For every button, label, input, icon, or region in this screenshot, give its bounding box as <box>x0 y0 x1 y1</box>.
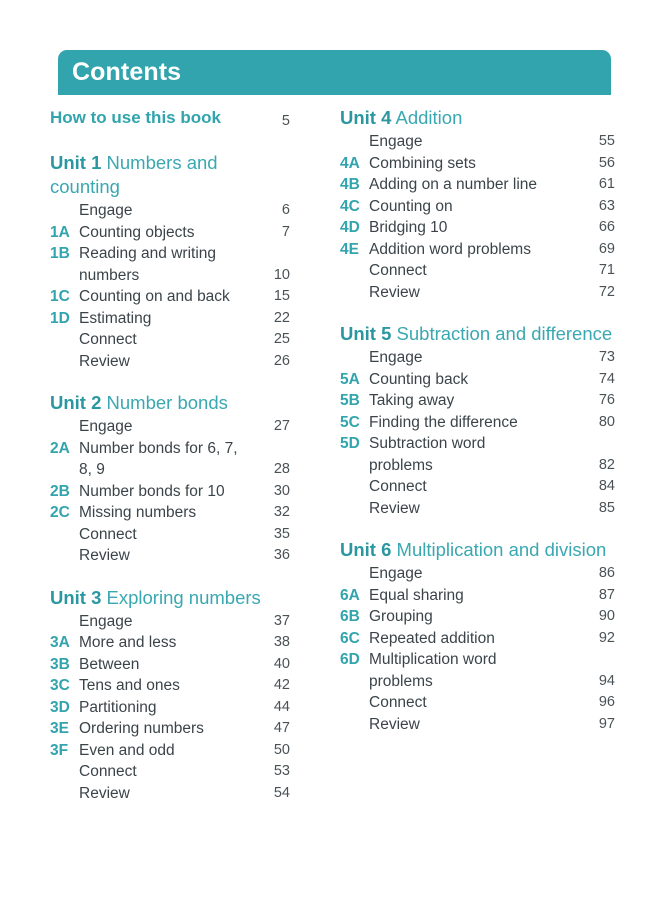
toc-entry-code: 4B <box>340 176 360 193</box>
unit-number-label: Unit 3 <box>50 586 102 608</box>
toc-entry-page-number: 69 <box>598 240 615 257</box>
toc-entry-code: 3C <box>50 677 70 694</box>
toc-entry-page-number: 47 <box>273 720 290 736</box>
unit-heading[interactable] <box>340 538 615 562</box>
toc-entry[interactable] <box>50 308 290 330</box>
toc-entry-label: Review <box>79 352 130 370</box>
toc-entry-code: 2A <box>50 439 70 457</box>
toc-entry-label: Even and odd <box>79 741 175 759</box>
toc-entry-page-number: 92 <box>598 629 615 646</box>
toc-entry-code: 3A <box>50 634 70 651</box>
toc-entry-label: Engage <box>369 349 423 366</box>
toc-entry-label: Counting back <box>369 370 469 388</box>
toc-entry-label: Engage <box>79 612 133 630</box>
left-units-container <box>50 151 290 804</box>
toc-entry-label: Counting on and back <box>79 288 230 305</box>
toc-entry-code: 6A <box>340 586 360 604</box>
unit-heading[interactable] <box>340 322 615 346</box>
toc-entry-page-number: 55 <box>598 133 615 149</box>
unit-number-label: Unit 5 <box>340 323 392 344</box>
toc-entry-label: More and less <box>79 634 177 651</box>
toc-entry[interactable] <box>340 196 615 218</box>
unit-title-label: Number bonds <box>101 392 228 413</box>
toc-entry-page-number: 7 <box>281 223 290 240</box>
toc-entry-page-number: 56 <box>598 154 615 171</box>
unit-number-label: Unit 2 <box>50 392 102 413</box>
toc-entry-label: Between <box>79 655 140 673</box>
toc-entry[interactable] <box>340 606 615 628</box>
unit-title-label: Exploring numbers <box>101 586 261 608</box>
toc-entry-page-number: 42 <box>273 677 290 693</box>
toc-entry-label: Counting on <box>369 197 453 215</box>
toc-entry-page-number: 50 <box>273 741 290 758</box>
toc-entry[interactable] <box>50 740 290 762</box>
toc-entry-label: Ordering numbers <box>79 720 204 737</box>
toc-entry[interactable] <box>340 369 615 391</box>
toc-entry[interactable] <box>340 563 615 585</box>
toc-entry-page-number: 82 <box>598 456 615 473</box>
toc-entry-label: How to use this book <box>50 108 221 127</box>
toc-entry-label: Adding on a number line <box>369 176 538 193</box>
toc-entry-page-number: 72 <box>598 283 615 300</box>
toc-entry-label: Equal sharing <box>369 586 464 604</box>
toc-entry-label: Engage <box>369 565 423 582</box>
unit-title-label: Subtraction and difference <box>391 323 613 344</box>
toc-entry-label: Review <box>369 283 420 301</box>
toc-entry-page-number: 27 <box>273 418 290 434</box>
toc-entry-label: Addition word problems <box>369 240 531 258</box>
toc-entry-page-number: 38 <box>273 634 290 650</box>
unit-title-label: Numbers and counting <box>50 152 218 197</box>
toc-entry[interactable] <box>340 692 615 714</box>
toc-entry-code: 1A <box>50 223 70 241</box>
toc-entry-code: 1C <box>50 288 70 305</box>
toc-entry[interactable] <box>50 632 290 654</box>
toc-entry-page-number: 90 <box>598 608 615 624</box>
toc-entry-label: Tens and ones <box>79 677 180 694</box>
toc-entry[interactable] <box>50 761 290 783</box>
toc-entry[interactable] <box>340 714 615 736</box>
toc-entry[interactable] <box>50 438 290 460</box>
toc-entry[interactable] <box>50 718 290 740</box>
toc-entry-label: Partitioning <box>79 698 157 716</box>
toc-entry[interactable] <box>340 498 615 520</box>
toc-entry-page-number: 74 <box>598 370 615 387</box>
toc-entry-label: problems <box>369 672 433 690</box>
toc-entry-label: Connect <box>79 331 137 348</box>
toc-entry[interactable] <box>50 222 290 244</box>
toc-entry-page-number: 71 <box>598 262 615 278</box>
contents-column-left <box>0 106 290 804</box>
unit-heading[interactable] <box>50 151 290 199</box>
toc-entry-label: Engage <box>79 418 133 435</box>
toc-entry-page-number: 53 <box>273 763 290 779</box>
toc-entry[interactable] <box>50 502 290 524</box>
toc-entry[interactable] <box>340 153 615 175</box>
toc-entry-label: Engage <box>369 133 423 150</box>
toc-entry-page-number: 73 <box>598 349 615 365</box>
right-units-container <box>340 106 615 735</box>
unit-title-label: Addition <box>391 107 463 128</box>
toc-entry-page-number: 86 <box>598 565 615 581</box>
toc-entry-code: 5B <box>340 392 360 409</box>
toc-entry-label: Connect <box>79 763 137 780</box>
toc-entry[interactable] <box>340 649 615 671</box>
toc-entry-continuation <box>340 671 615 693</box>
toc-entry-label: Review <box>79 547 130 564</box>
toc-entry-page-number: 76 <box>598 392 615 408</box>
page-title: Contents <box>72 58 182 86</box>
toc-entry-page-number: 30 <box>273 482 290 499</box>
toc-entry-page-number: 44 <box>273 698 290 715</box>
toc-entry-label: Combining sets <box>369 154 476 172</box>
unit-title-label: Multiplication and division <box>391 539 607 560</box>
toc-entry[interactable] <box>340 217 615 239</box>
toc-entry-page-number: 96 <box>598 694 615 710</box>
toc-entry-code: 5D <box>340 435 360 452</box>
toc-entry-page-number: 22 <box>273 309 290 326</box>
toc-entry-label: Review <box>369 715 420 733</box>
toc-entry-label: Multiplication word <box>369 651 497 668</box>
unit-number-label: Unit 6 <box>340 539 392 560</box>
toc-entry[interactable] <box>340 260 615 282</box>
toc-entry-page-number: 54 <box>273 784 290 801</box>
toc-entry-label: Connect <box>79 525 137 543</box>
toc-entry-page-number: 94 <box>598 672 615 689</box>
toc-entry-page-number: 63 <box>598 197 615 214</box>
toc-entry-label: Review <box>369 499 420 517</box>
toc-entry[interactable] <box>50 545 290 567</box>
toc-entry[interactable] <box>340 174 615 196</box>
toc-entry-page-number: 61 <box>598 176 615 192</box>
toc-entry[interactable] <box>50 329 290 351</box>
toc-entry-label: problems <box>369 456 433 474</box>
unit-block <box>340 538 615 735</box>
unit-number-label: Unit 4 <box>340 107 392 128</box>
toc-entry-page-number: 85 <box>598 499 615 516</box>
toc-entry-page-number: 10 <box>273 266 290 283</box>
toc-entry-code: 6B <box>340 608 360 625</box>
toc-entry[interactable] <box>50 286 290 308</box>
toc-entry[interactable] <box>340 131 615 153</box>
contents-columns <box>0 106 660 804</box>
unit-heading[interactable] <box>50 391 290 415</box>
toc-entry-code: 4A <box>340 154 360 172</box>
unit-heading[interactable] <box>340 106 615 130</box>
toc-entry-code: 4D <box>340 219 360 236</box>
toc-entry-label: Subtraction word <box>369 435 486 452</box>
unit-block <box>50 586 290 805</box>
toc-entry-page-number: 5 <box>281 113 290 129</box>
toc-entry-page-number: 26 <box>273 352 290 369</box>
toc-entry-label: 8, 9 <box>79 461 105 478</box>
toc-entry[interactable] <box>50 524 290 546</box>
toc-entry[interactable] <box>50 675 290 697</box>
toc-entry[interactable] <box>50 697 290 719</box>
toc-entry-page-number: 66 <box>598 219 615 235</box>
toc-entry-code: 2B <box>50 482 70 500</box>
toc-entry-label: numbers <box>79 266 140 284</box>
toc-entry-label: Connect <box>369 262 427 279</box>
toc-entry[interactable] <box>340 412 615 434</box>
toc-entry-page-number: 87 <box>598 586 615 603</box>
toc-entry-code: 1D <box>50 309 70 327</box>
toc-entry-page-number: 97 <box>598 715 615 732</box>
toc-entry-code: 3B <box>50 655 70 673</box>
toc-entry-code: 3E <box>50 720 69 737</box>
toc-entry[interactable] <box>50 783 290 805</box>
toc-entry-continuation <box>50 459 290 481</box>
toc-entry[interactable] <box>50 243 290 265</box>
toc-entry-page-number: 35 <box>273 525 290 542</box>
toc-entry-page-number: 32 <box>273 504 290 520</box>
toc-entry-how-to-use-this-book[interactable] <box>50 106 290 133</box>
toc-entry-code: 4C <box>340 197 360 215</box>
unit-number-label: Unit 1 <box>50 152 102 173</box>
toc-entry-label: Number bonds for 6, 7, <box>79 439 238 457</box>
toc-entry[interactable] <box>50 351 290 373</box>
toc-entry-page-number: 25 <box>273 331 290 347</box>
unit-block <box>340 322 615 519</box>
toc-entry[interactable] <box>340 476 615 498</box>
toc-entry[interactable] <box>340 585 615 607</box>
toc-entry[interactable] <box>340 628 615 650</box>
unit-block <box>50 391 290 567</box>
unit-block <box>50 151 290 372</box>
toc-entry[interactable] <box>340 390 615 412</box>
toc-entry-code: 3F <box>50 741 69 759</box>
toc-entry[interactable] <box>50 611 290 633</box>
toc-entry-page-number: 28 <box>273 461 290 477</box>
contents-column-right <box>290 106 660 804</box>
toc-entry-code: 4E <box>340 240 359 258</box>
toc-entry[interactable] <box>50 654 290 676</box>
toc-entry-label: Repeated addition <box>369 629 495 647</box>
toc-entry-label: Grouping <box>369 608 433 625</box>
toc-entry-code: 2C <box>50 504 70 521</box>
toc-entry-label: Missing numbers <box>79 504 197 521</box>
toc-entry[interactable] <box>50 416 290 438</box>
toc-entry-code: 5C <box>340 413 360 431</box>
toc-entry-label: Connect <box>369 694 427 711</box>
toc-entry-code: 6D <box>340 651 360 668</box>
toc-entry-label: Engage <box>79 202 133 219</box>
toc-entry-label: Taking away <box>369 392 455 409</box>
toc-entry-label: Finding the difference <box>369 413 518 431</box>
toc-entry[interactable] <box>340 239 615 261</box>
unit-heading[interactable] <box>50 586 290 610</box>
toc-entry-label: Review <box>79 784 130 802</box>
toc-entry[interactable] <box>340 433 615 455</box>
toc-entry-page-number: 36 <box>273 547 290 563</box>
toc-entry-label: Estimating <box>79 309 152 327</box>
toc-entry-code: 5A <box>340 370 360 388</box>
toc-entry-code: 3D <box>50 698 70 716</box>
toc-entry[interactable] <box>340 282 615 304</box>
toc-entry-page-number: 37 <box>273 612 290 629</box>
toc-entry-continuation <box>340 455 615 477</box>
toc-entry-page-number: 84 <box>598 478 615 494</box>
toc-entry-label: Reading and writing <box>79 245 217 262</box>
toc-entry-label: Counting objects <box>79 223 195 241</box>
toc-entry[interactable] <box>50 200 290 222</box>
toc-entry-page-number: 40 <box>273 655 290 672</box>
toc-entry-page-number: 15 <box>273 288 290 304</box>
toc-entry[interactable] <box>50 481 290 503</box>
toc-entry-label: Bridging 10 <box>369 219 448 236</box>
toc-entry[interactable] <box>340 347 615 369</box>
toc-entry-page-number: 6 <box>281 202 290 218</box>
toc-entry-label: Connect <box>369 478 427 495</box>
toc-entry-continuation <box>50 265 290 287</box>
toc-entry-code: 1B <box>50 245 70 262</box>
unit-block <box>340 106 615 303</box>
contents-header-bar <box>58 50 611 95</box>
toc-entry-label: Number bonds for 10 <box>79 482 225 500</box>
toc-entry-page-number: 80 <box>598 413 615 430</box>
toc-entry-code: 6C <box>340 629 360 647</box>
